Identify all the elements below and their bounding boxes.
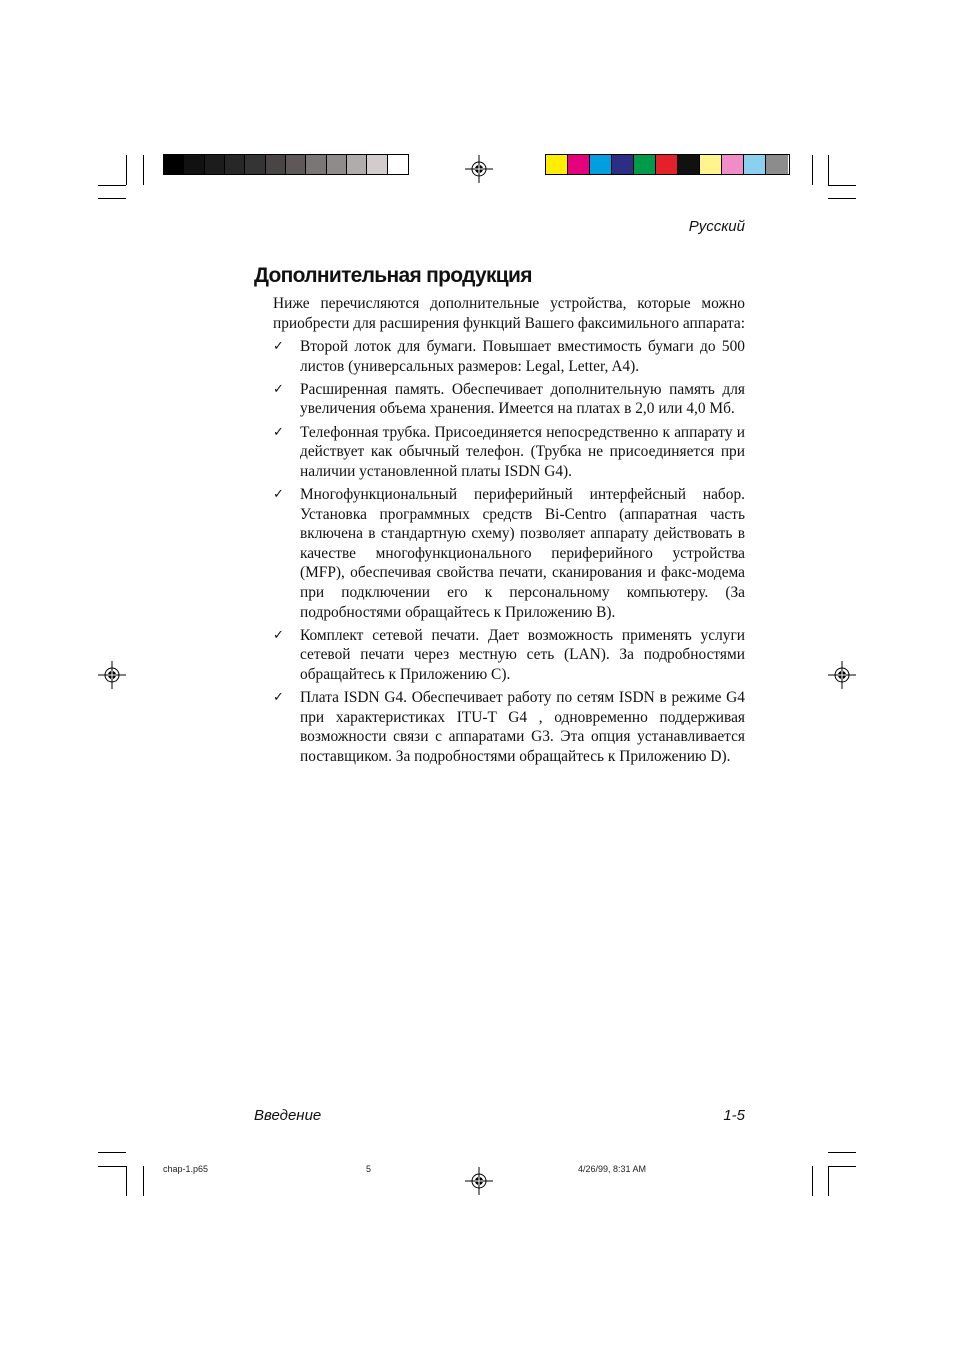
color-swatch — [306, 155, 326, 174]
color-swatch — [245, 155, 265, 174]
section-intro: Ниже перечисляются дополнительные устройства, которые можно приобрести для расширения функций Вашего факсимильного аппарата: — [273, 295, 745, 332]
crop-mark — [98, 1166, 126, 1167]
checkmark-icon: ✓ — [273, 381, 284, 397]
list-item — [273, 423, 745, 482]
checkmark-icon: ✓ — [273, 424, 284, 440]
list-item-text: Телефонная трубка. Присоединяется непосредственно к аппарату и действует как обычный телефон. (Трубка не присоединяется при наличии установленной платы ISDN G4). — [300, 423, 745, 480]
color-swatch — [266, 155, 286, 174]
crop-mark — [828, 1166, 829, 1196]
registration-mark-icon — [98, 661, 126, 689]
checkmark-icon: ✓ — [273, 627, 284, 643]
color-swatch — [634, 155, 656, 174]
list-item — [273, 485, 745, 622]
crop-mark — [126, 155, 127, 185]
list-item-text: Многофункциональный периферийный интерфейсный набор. Установка программных средств Bi-Centro (аппаратная часть включена в стандартную схему) позволяет аппарату действовать в качестве многофункционального периферийного устройства (MFP), обеспечивая свойства печати, сканирования и факс-модема при подключении его к персональному компьютеру. (За подробностями обращайтесь к Приложению B). — [300, 485, 745, 621]
list-item — [273, 337, 745, 376]
crop-mark — [143, 155, 144, 185]
crop-mark — [98, 198, 126, 199]
list-item-text: Плата ISDN G4. Обеспечивает работу по сетям ISDN в режиме G4 при характеристиках ITU-T G4 , одновременно поддерживая возможности связи с аппаратами G3. Эта опция устанавливается поставщиком. За подробностями обращайтесь к Приложению D). — [300, 689, 745, 765]
color-swatch — [612, 155, 634, 174]
crop-mark — [126, 1166, 127, 1196]
crop-mark — [98, 1152, 126, 1153]
color-swatch — [766, 155, 788, 174]
color-swatch — [286, 155, 306, 174]
checkmark-icon: ✓ — [273, 486, 284, 502]
crop-mark — [812, 155, 813, 185]
color-swatch — [722, 155, 744, 174]
crop-mark — [812, 1166, 813, 1196]
registration-mark-icon — [828, 661, 856, 689]
crop-mark — [98, 185, 126, 186]
slug-timestamp: 4/26/99, 8:31 AM — [578, 1164, 647, 1174]
color-swatch — [568, 155, 590, 174]
section-title: Дополнительная продукция — [254, 264, 532, 287]
color-swatch — [327, 155, 347, 174]
running-footer-chapter: Введение — [254, 1107, 322, 1124]
color-swatch — [164, 155, 184, 174]
slug-filename: chap-1.p65 — [163, 1164, 209, 1174]
crop-mark — [828, 1166, 856, 1167]
checkmark-icon: ✓ — [273, 339, 284, 354]
registration-mark-icon — [465, 1167, 493, 1195]
color-swatch — [700, 155, 722, 174]
color-swatch — [367, 155, 387, 174]
list-item-text: Комплект сетевой печати. Дает возможность применять услуги сетевой печати через местную сеть (LAN). За подробностями обращайтесь к Приложению C). — [300, 626, 745, 683]
color-swatch — [590, 155, 612, 174]
options-list — [273, 337, 745, 770]
list-item — [273, 626, 745, 685]
list-item — [273, 380, 745, 419]
registration-mark-icon — [465, 155, 493, 183]
color-swatch — [744, 155, 766, 174]
crop-mark — [828, 155, 829, 185]
crop-mark — [828, 185, 856, 186]
slug-page-number: 5 — [366, 1164, 372, 1174]
color-swatch — [184, 155, 204, 174]
color-swatch — [546, 155, 568, 174]
grayscale-color-bar — [163, 154, 409, 175]
page-number: 1-5 — [723, 1107, 745, 1124]
checkmark-icon: ✓ — [273, 690, 284, 706]
color-swatch — [205, 155, 225, 174]
crop-mark — [828, 198, 856, 199]
process-color-bar — [545, 154, 790, 175]
list-item-text: Расширенная память. Обеспечивает дополнительную память для увеличения объема хранения. Имеется на платах в 2,0 или 4,0 Мб. — [300, 380, 745, 418]
crop-mark — [143, 1166, 144, 1196]
color-swatch — [656, 155, 678, 174]
running-header-language: Русский — [688, 218, 745, 235]
color-swatch — [678, 155, 700, 174]
color-swatch — [347, 155, 367, 174]
color-swatch — [225, 155, 245, 174]
crop-mark — [828, 1152, 856, 1153]
color-swatch — [388, 155, 408, 174]
list-item-text: Второй лоток для бумаги. Повышает вместимость бумаги до 500 листов (универсальных размеров: Legal, Letter, A4). — [300, 338, 745, 375]
list-item — [273, 688, 745, 766]
